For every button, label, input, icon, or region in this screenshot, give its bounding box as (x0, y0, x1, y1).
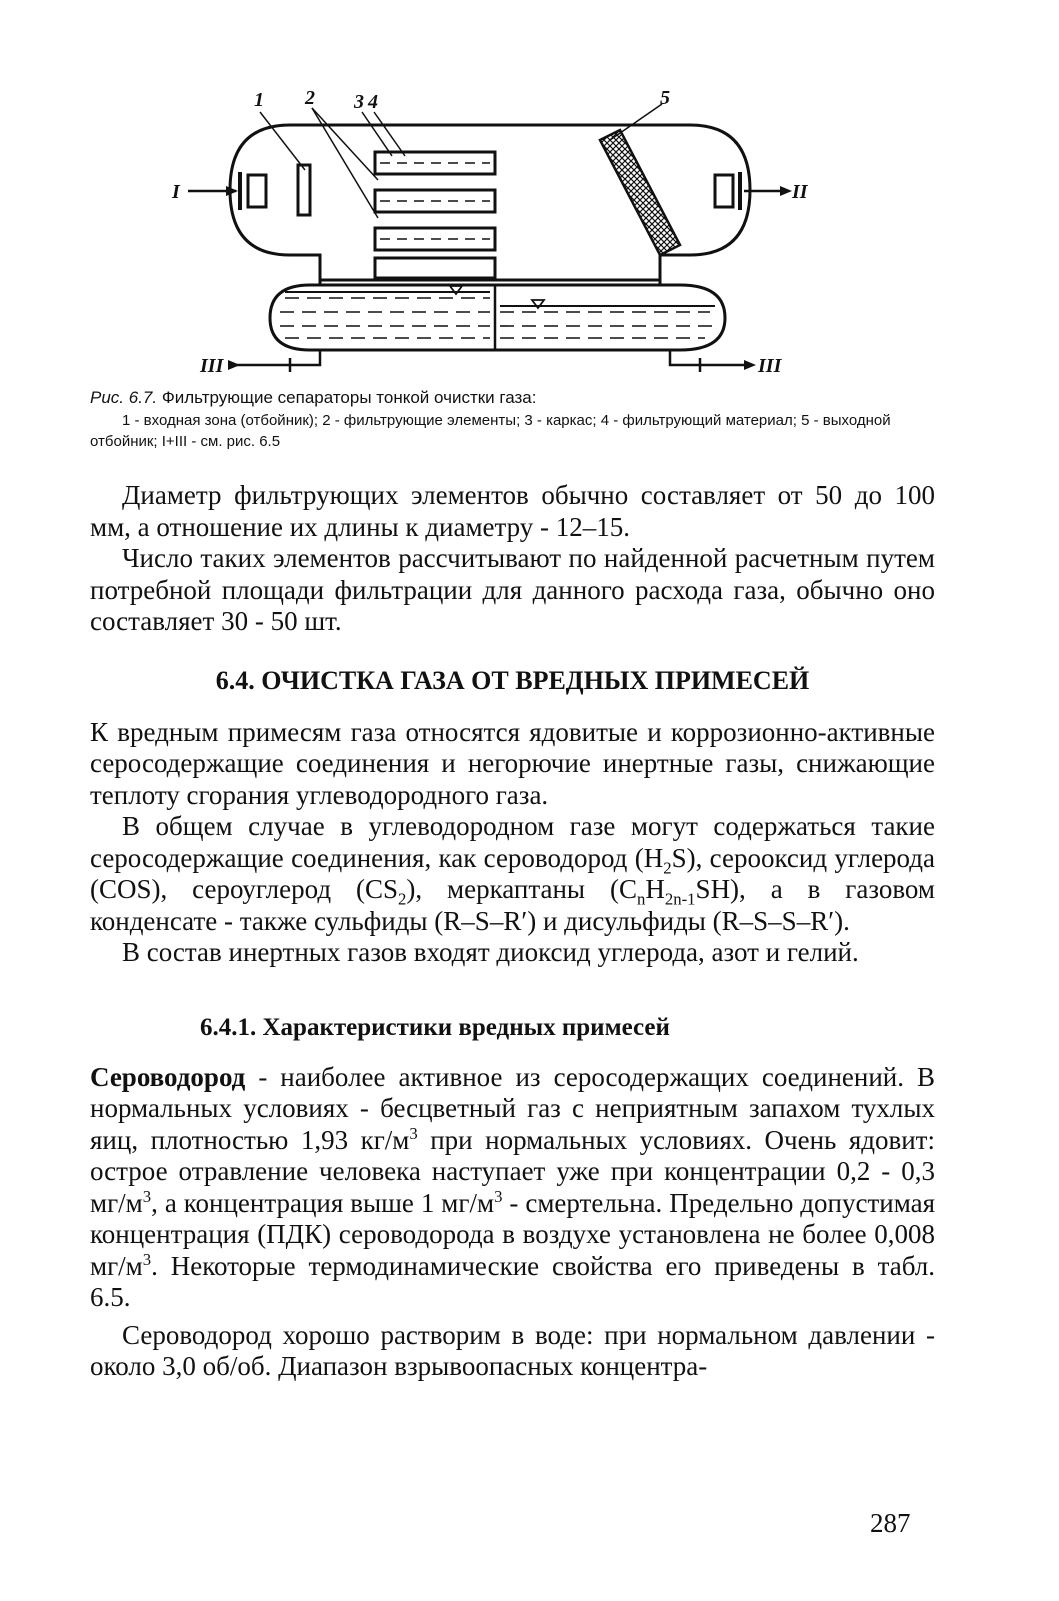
section-paragraph-3: В состав инертных газов входят диоксид углерода, азот и гелий. (122, 937, 859, 967)
flow-label-outlet: II (792, 181, 808, 203)
separator-diagram (160, 80, 820, 380)
caption-label: Рис. 6.7. (90, 388, 158, 407)
filter-elements (375, 152, 495, 278)
inlet-baffle (298, 165, 310, 215)
flow-label-drain-left: III (200, 355, 224, 377)
section-paragraph-2: В общем случае в углеводородном газе могут содержаться такие серосодержащие соединения, как сероводород $(H_2S)$, серооксид углерода (COS), сероуглерод $(CS_2)$, меркаптаны $(C_nH_{2n-1}SH)$, а в газовом конденсате - также сульфиды (R–S–R′) и дисульфиды (R–S–S–R′). (90, 811, 935, 936)
caption-title-line (90, 388, 930, 408)
callout-3: 3 (354, 91, 364, 113)
hydrogen-sulfide-paragraph: Сероводород - наиболее активное из серосодержащих соединений. В нормальных условиях - бесцветный газ с неприятным запахом тухлых яиц, плотностью 1,93 $кг/м^3$ при нормальных условиях. Очень ядовит: острое отравление человека наступает уже при концентрации 0,2 - 0,3 $мг/м^3$, а концентрация выше 1 $мг/м^3$ - смертельна. Предельно допустимая концентрация (ПДК) сероводорода в воздухе установлена не более 0,008 $мг/м^3$. Некоторые термодинамические свойства его приведены в табл. 6.5. (90, 1061, 936, 1312)
section-6-4 (90, 665, 935, 969)
caption-legend: 1 - входная зона (отбойник); 2 - фильтрующие элементы; 3 - каркас; 4 - фильтрующий материал; 5 - выходной отбойник; I+III - см. рис. 6.5 (90, 412, 891, 450)
callout-5: 5 (660, 87, 670, 109)
section-paragraph-1: К вредным примесям газа относятся ядовитые и коррозионно-активные серосодержащие соединения и негорючие инертные газы, снижающие теплоту сгорания углеводородного газа. (90, 716, 935, 810)
section-heading: 6.4. ОЧИСТКА ГАЗА ОТ ВРЕДНЫХ ПРИМЕСЕЙ (215, 666, 810, 695)
subsection-heading: 6.4.1. Характеристики вредных примесей (200, 1014, 670, 1041)
term-hydrogen-sulfide: Сероводород (90, 1061, 246, 1092)
flow-label-drain-right: III (758, 355, 782, 377)
callout-2: 2 (305, 87, 315, 109)
top-text (90, 480, 935, 638)
lower-vessel (270, 285, 725, 350)
solubility-paragraph: Сероводород хорошо растворим в воде: при нормальном давлении - около 3,0 об/об. Диапазон взрывоопасных концентра- (90, 1319, 935, 1381)
flow-label-inlet: I (172, 181, 180, 203)
separator-figure (160, 80, 820, 380)
paragraph-diameter: Диаметр фильтрующих элементов обычно составляет от 50 до 100 мм, а отношение их длины к диаметру - 12–15. (90, 480, 935, 542)
outlet-nozzle (715, 175, 733, 207)
page-number: 287 (870, 1508, 911, 1538)
subsection-6-4-1 (90, 1012, 935, 1383)
callout-4: 4 (368, 91, 378, 113)
outlet-baffle (600, 130, 680, 255)
inlet-nozzle (248, 175, 266, 207)
callout-1: 1 (254, 89, 264, 111)
figure-caption (90, 388, 930, 452)
caption-title: Фильтрующие сепараторы тонкой очистки газа: (161, 388, 537, 407)
paragraph-count: Число таких элементов рассчитывают по найденной расчетным путем потребной площади фильтрации для данного расхода газа, обычно оно составляет 30 - 50 шт. (90, 543, 935, 636)
